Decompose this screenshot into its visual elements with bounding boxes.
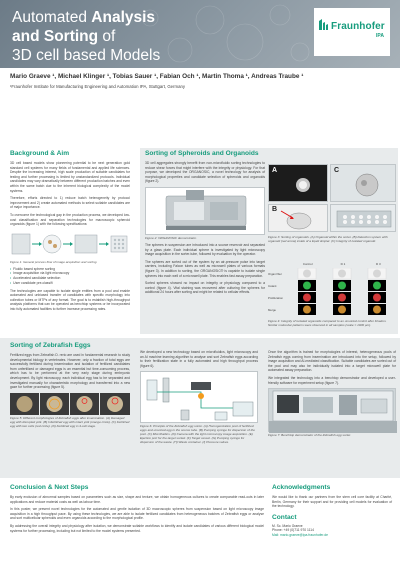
conclusion-heading: Conclusion & Next Steps — [10, 484, 89, 491]
figure-7-image — [268, 388, 396, 432]
acknowledgments-text: We would like to thank our partners from the stem cell core facility at Charité, Berlin, Germany for their support and for providing cell models for evaluation of the technology. — [272, 495, 392, 509]
figure-4-caption: Figure 4: Integrity of isolated organoids compared to an unsorted control after Fixation. Similar molecular patterns were observed in all samples (scale = 1000 µm). — [268, 319, 387, 327]
conclusion-paragraph-3: By addressing the overall integrity and physiology after isolation, we demonstrate suitable workflows to identify and isolate candidates of various different biological model systems for further processing, including but not limited to the model systems presented. — [10, 523, 264, 533]
background-paragraph-4: The technologies are capable to isolate single entities from a pool and enable automated and unbiased transfer of candidates with specific morphology into collection tubes or MTPs of any format. The goal is to establish high-throughput analysis platforms that can be operated as benchtop systems or be incorporated into fully automated facilities to further increase processing rates. — [10, 288, 130, 311]
list-item: • Fluidic based sphere sorting — [10, 266, 55, 271]
list-item: • User candidate pre-classifi — [10, 280, 53, 285]
figure-3 — [268, 164, 396, 234]
list-item: • Accelerated candidate selection — [10, 276, 61, 281]
sorter-principle-schematic — [141, 372, 259, 424]
spheroid-section — [145, 150, 265, 295]
contact-heading: Contact — [272, 513, 297, 521]
logo-name: Fraunhofer — [331, 21, 385, 32]
background-paragraph-3: To overcome the technological gap in the production process, we developed low-cost classification and separation technologies for macroscopic spheroid organoids (figure 1) with the following specifications: — [10, 212, 130, 227]
figure-5-caption: Figure 5: Different morphologies of Zebrafish eggs after insemination. (A) Damaged egg with disrupted yolk. (B) Infertilized egg with intact yolk (orange circle). (C) Fertilized egg with two cells (red circle). (D) Fertilized egg in 4-cell stage. — [10, 415, 130, 428]
figure-3b-image — [268, 204, 328, 232]
spheroid-paragraph-3: The spheres are sorted out of the system by an air-pressure pulse into target carriers, including Falcon tubes as well as microwell plates of various formats (figure 3). In addition to sorting, the ORGANOSIC® is capable to isolate single spheres into each well of a microwell plate. This enables fast assay preparation. — [145, 259, 265, 278]
zebrafish-paragraph-1: Fertilized eggs from Zebrafish D. rerio are used in fundamental research to study developmental biology in vertebrates. However, only a fraction of total eggs are successfully fertilized during insemination and isolation of fertilized candidates from unfertilized or damaged eggs is an essential but time-consuming process, which has to be performed at the very early stage during embryonic development. By light microscopy, each individual egg has to be separated and investigated manually for characteristic morphology and transferred into a new gaze for further processing (figure 5). — [10, 353, 130, 390]
figure-5 — [10, 393, 130, 415]
figure-2-organosic-image — [145, 187, 265, 235]
contact-phone: Phone: +49 (0)711 970 1114 — [272, 528, 314, 533]
figure-3c-image — [330, 164, 396, 202]
figure-3-caption: Figure 3: Sorting of organoids. (A) Organoid within the sorter. (B) Detection system with organoid (red arrow) inside of a liquid droplet. (C) Integrity of isolated organoid. — [268, 235, 388, 243]
zebrafish-column-3 — [268, 350, 396, 437]
zebrafish-paragraph-3: Once the algorithm is trained for morphologies of interest, heterogeneous pools of Zebrafish eggs coming from insemination are introduced into the setup, followed by image acquisition and AI-mediated classification. Suitable candidates are sorted out of the pool and may also be individually isolated into a target microwell plate for automated assay preparation. — [268, 350, 396, 373]
conclusion-paragraph-2: In this poster, we present novel technologies for the automated and gentle isolation of 3D macroscopic spheres from suspension based on light microscopy image acquisition in a high throughput pace. By using these technologies, we are able to isolate fertilized candidates from heterogeneous batches of Zebrafish eggs or analyse and sort multicellular spheroids and even organoids according to the morphological profile. — [10, 507, 264, 521]
background-heading: Background & Aim — [10, 150, 70, 157]
process-flow-diagram — [10, 230, 130, 260]
figure-2-caption: Figure 2: ORGANOSIC demonstrator. — [145, 235, 197, 240]
spec-bullet-list — [10, 267, 130, 286]
figure-3a-image — [268, 164, 328, 202]
acknowledgments-section — [272, 484, 392, 538]
poster-title: Automated Analysis and Sorting of 3D cell based Models — [12, 9, 161, 64]
spheroid-paragraph-4: Sorted spheres showed no impact on integrity or physiology compared to a control (figure 4). Vital staining was recovered after culturing the spheres for additional 24 hours after sorting and might be related to cellular effects. — [145, 281, 265, 295]
figure-3b-label: B — [272, 206, 278, 213]
zebrafish-paragraph-4: We integrated the technology into a benchtop demonstrator and developed a user-friendly software for experiment setup (figure 7). — [268, 375, 396, 385]
figure-3c-label: C — [334, 167, 340, 174]
spheroid-paragraph-2: The spheres in suspension are introduced into a source reservoir and separated by a glass plate. Each individual sphere is investigated by light microscopy image acquisition in the sorter-tube, followed by evaluation by the operator. — [145, 242, 265, 257]
figure-4-micrograph-grid — [290, 268, 396, 316]
figure-3a-label: A — [272, 167, 278, 174]
zebrafish-paragraph-2: We developed a new technology based on microfluidics, light microscopy and an AI machine learning algorithm to analyse and sort Zebrafish eggs according to their fertilization state in a fully automated and high throughput process (figure 6). — [140, 350, 258, 368]
fraunhofer-logo — [314, 8, 390, 56]
figure-1-caption: Figure 1: General process flow of image acquisition and sorting. — [10, 259, 98, 264]
figure-6-image — [140, 371, 258, 423]
background-paragraph-1: 3D cell based models show pioneering potential to be next generation gold standard cell systems for many fields of fundamental and applied life sciences. Despite the increasing interest, high scale production of suitable candidates for testing and further processing is limited by unstandardized protocols. Individual candidates may vary dramatically between different production batches and even within the same batch due to the inherent biological complexity of the model systems. — [10, 161, 130, 193]
figure-3-plate-image — [330, 204, 396, 232]
logo-ipa: IPA — [376, 33, 384, 39]
zebrafish-heading: Sorting of Zebrafish Eggs — [10, 342, 91, 349]
zebrafish-column-2 — [140, 350, 258, 444]
background-paragraph-2: Therefore, efforts directed to 1) reduce batch heterogeneity by protocol improvement and 2) create automated methods to select suitable candidates are of major importance. — [10, 196, 130, 210]
figure-7-caption: Figure 7: Benchtop demonstrator of the Zebrafish egg sorter. — [268, 433, 352, 438]
zebrafish-section — [10, 342, 130, 428]
acknowledgments-heading: Acknowledgments — [272, 484, 331, 491]
figure-6-caption: Figure 6: Principle of the Zebrafish egg sorter. (A) Homogenization pool of fertilized eggs and unsorted egg in the source tube. (B) Pumping syringe for dispersion of the pool. (C) Microfluidics. (D) Camera with the light microscopy image acquisition. (E) Ejection port for the target sorted. (F) Target vessel. (G) Pumping syringe for dispersion of the waste. (H) Waste container. (I) Pressure valves. — [140, 424, 255, 445]
figure-4-row-labels: Organ filter Instant Proliferation Merge — [268, 272, 283, 312]
fraunhofer-mark-icon — [319, 19, 328, 30]
list-item: • Image acquisition via light microscopy — [10, 271, 70, 276]
conclusion-section — [10, 484, 264, 533]
benchtop-demonstrator-illustration — [269, 389, 397, 433]
organosic-device-illustration — [146, 188, 266, 236]
spheroid-heading: Sorting of Spheroids and Organoids — [145, 150, 259, 157]
contact-name: M. Sc. Mario Graeve — [272, 523, 303, 528]
author-list: Mario Graeve ¹, Michael Klinger ¹, Tobias Sauer ¹, Fabian Och ¹, Martin Thoma ¹, Andreas Traube ¹ — [10, 73, 304, 80]
figure-1 — [10, 230, 130, 260]
figure-4-column-headers: Control D 1 D 3 — [302, 262, 381, 266]
background-section — [10, 150, 130, 312]
spheroid-paragraph-1: 3D cell aggregates strongly benefit from non-microfluidic sorting technologies to reduce shear forces that might interfere with the integrity or physiology. For that purpose, we developed the ORGANOSIC, a novel technology for analysis of morphological properties and candidate selection of spheroids and organoids (figure 2). — [145, 161, 265, 184]
title-banner — [0, 0, 400, 68]
zebrafish-egg-morphologies — [10, 393, 130, 415]
contact-email-link[interactable]: Mail: mario.graeve@ipa.fraunhofer.de — [272, 532, 328, 537]
affiliation: ¹Fraunhofer Institute for Manufacturing Engineering and Automation IPA, Stuttgart, Germany — [10, 84, 185, 89]
figure-4 — [268, 262, 396, 318]
conclusion-paragraph-1: By early exclusion of abnormal samples based on parameters such as size, shape and texture, we obtain homogeneous cultures to create comparable read-outs in later applications and reduce material costs as well as labour time. — [10, 495, 264, 504]
